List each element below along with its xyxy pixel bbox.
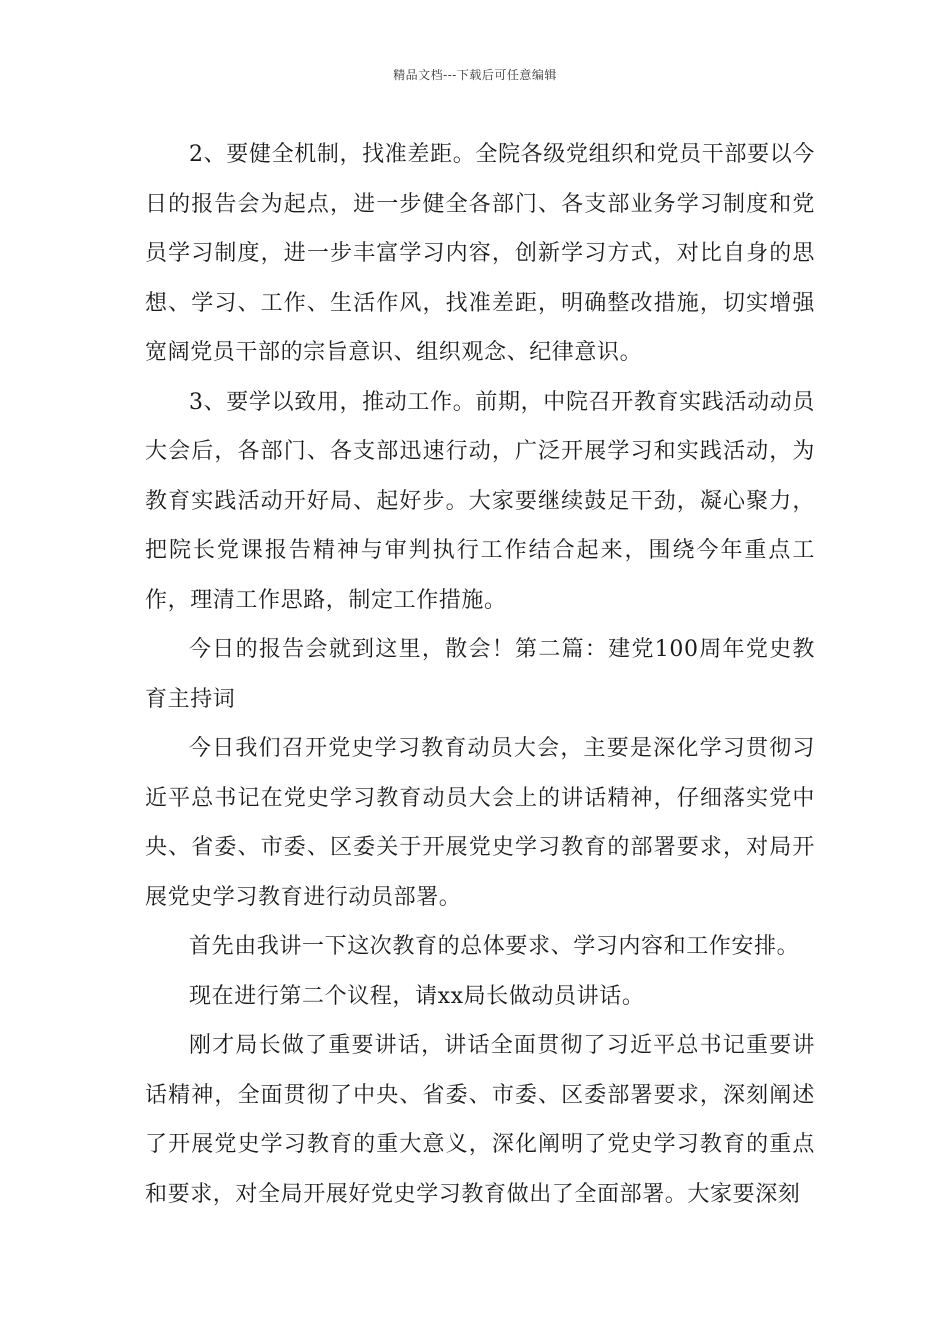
paragraph: 今日的报告会就到这里，散会！第二篇：建党100周年党史教育主持词 [145,637,815,712]
page-header: 精品文档---下载后可任意编辑 [393,68,557,82]
paragraph: 今日我们召开党史学习教育动员大会，主要是深化学习贯彻习近平总书记在党史学习教育动员大会上的讲话精神，仔细落实党中央、省委、市委、区委关于开展党史学习教育的部署要求，对局开展党史学习教育进行动员部署。 [145,736,815,910]
paragraph: 首先由我讲一下这次教育的总体要求、学习内容和工作安排。 [189,934,800,959]
paragraph: 3、要学以致用，推动工作。前期，中院召开教育实践活动动员大会后，各部门、各支部迅速行动，广泛开展学习和实践活动，为教育实践活动开好局、起好步。大家要继续鼓足干劲，凝心聚力，把院长党课报告精神与审判执行工作结合起来，围绕今年重点工作，理清工作思路，制定工作措施。 [145,389,815,613]
paragraph: 2、要健全机制，找准差距。全院各级党组织和党员干部要以今日的报告会为起点，进一步健全各部门、各支部业务学习制度和党员学习制度，进一步丰富学习内容，创新学习方式，对比自身的思想、学习、工作、生活作风，找准差距，明确整改措施，切实增强宽阔党员干部的宗旨意识、组织观念、纪律意识。 [145,142,815,365]
paragraph: 现在进行第二个议程，请xx局长做动员讲话。 [189,983,645,1009]
paragraph: 刚才局长做了重要讲话，讲话全面贯彻了习近平总书记重要讲话精神，全面贯彻了中央、省委、市委、区委部署要求，深刻阐述了开展党史学习教育的重大意义，深化阐明了党史学习教育的重点和要求，对全局开展好党史学习教育做出了全面部署。大家要深刻 [145,1033,815,1207]
document-body [145,130,815,1219]
